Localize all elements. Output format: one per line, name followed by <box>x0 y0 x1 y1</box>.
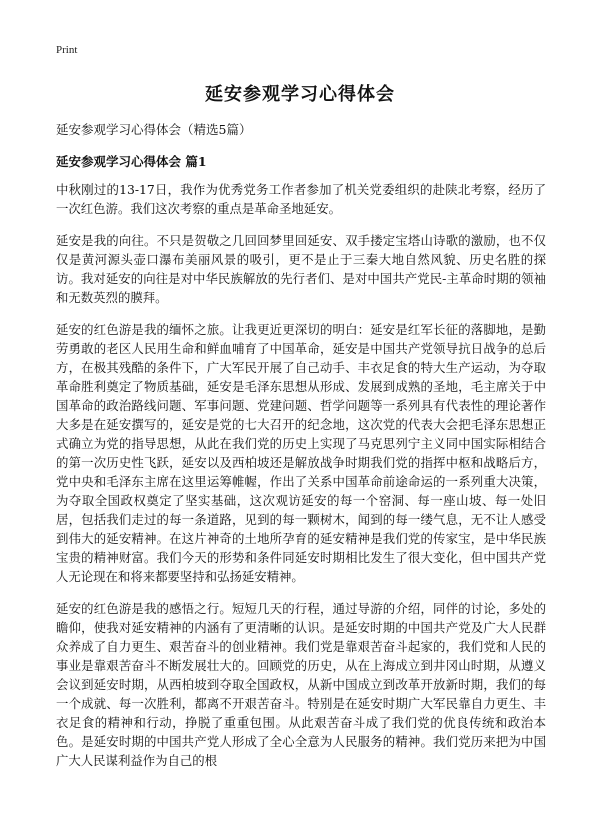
page-title: 延安参观学习心得体会 <box>205 84 395 105</box>
paragraph: 延安是我的向往。不只是贺敬之几回回梦里回延安、双手搂定宝塔山诗歌的激励，也不仅仅是黄河源头壶口瀑布美丽风景的吸引，更不是止于三秦大地自然风貌、历史名胜的探访。我对延安的向往是对中华民族解放的先行者们、是对中国共产党民-主革命时期的领袖和无数英烈的膜拜。 <box>56 233 546 305</box>
paragraph: 延安的红色游是我的感悟之行。短短几天的行程，通过导游的介绍，同伴的讨论，多处的瞻仰，使我对延安精神的内涵有了更清晰的认识。是延安时期的中国共产党及广大人民群众养成了自力更生、艰苦奋斗的创业精神。我们党是靠艰苦奋斗起家的，我们党和人民的事业是靠艰苦奋斗不断发展壮大的。回顾党的历史，从在上海成立到井冈山时期，从遵义会议到延安时期，从西柏坡到夺取全国政权，从新中国成立到改革开放新时期，我们的每一个成就、每一次胜利，都离不开艰苦奋斗。特别是在延安时期广大军民靠自力更生、丰衣足食的精神和行动，挣脱了重重包围。从此艰苦奋斗成了我们党的优良传统和政治本色。是延安时期的中国共产党人形成了全心全意为人民服务的精神。我们党历来把为中国广大人民谋利益作为自己的根 <box>56 601 546 768</box>
document-subtitle: 延安参观学习心得体会（精选5篇） <box>56 122 252 137</box>
print-link[interactable]: Print <box>56 44 78 56</box>
paragraph: 中秋刚过的13-17日，我作为优秀党务工作者参加了机关党委组织的赴陕北考察，经历了一次红色游。我们这次考察的重点是革命圣地延安。 <box>56 182 546 216</box>
article-body <box>56 180 546 783</box>
section-heading: 延安参观学习心得体会 篇1 <box>56 154 207 169</box>
paragraph: 延安的红色游是我的缅怀之旅。让我更近更深切的明白：延安是红军长征的落脚地，是勤劳勇敢的老区人民用生命和鲜血哺育了中国革命，延安是中国共产党领导抗日战争的总后方，在极其残酷的条件下，广大军民开展了自己动手、丰衣足食的特大生产运动，为夺取革命胜利奠定了物质基础，延安是毛泽东思想从形成、发展到成熟的圣地，毛主席关于中国革命的政治路线问题、军事问题、党建问题、哲学问题等一系列具有代表性的理论著作大多是在延安撰写的，延安是党的七大召开的纪念地，这次党的代表大会把毛泽东思想正式确立为党的指导思想，从此在我们党的历史上实现了马克思列宁主义同中国实际相结合的第一次历史性飞跃，延安以及西柏坡还是解放战争时期我们党的指挥中枢和战略后方，党中央和毛泽东主席在这里运筹帷幄，作出了关系中国革命前途命运的一系列重大决策，为夺取全国政权奠定了坚实基础，这次观访延安的每一个窑洞、每一座山坡、每一处旧居，包括我们走过的每一条道路，见到的每一颗树木，闻到的每一缕气息，无不让人感受到伟大的延安精神。在这片神奇的土地所孕育的延安精神是我们党的传家宝，是中华民族宝贵的精神财富。我们今天的形势和条件同延安时期相比发生了很大变化，但中国共产党人无论现在和将来都要坚持和弘扬延安精神。 <box>56 322 546 584</box>
